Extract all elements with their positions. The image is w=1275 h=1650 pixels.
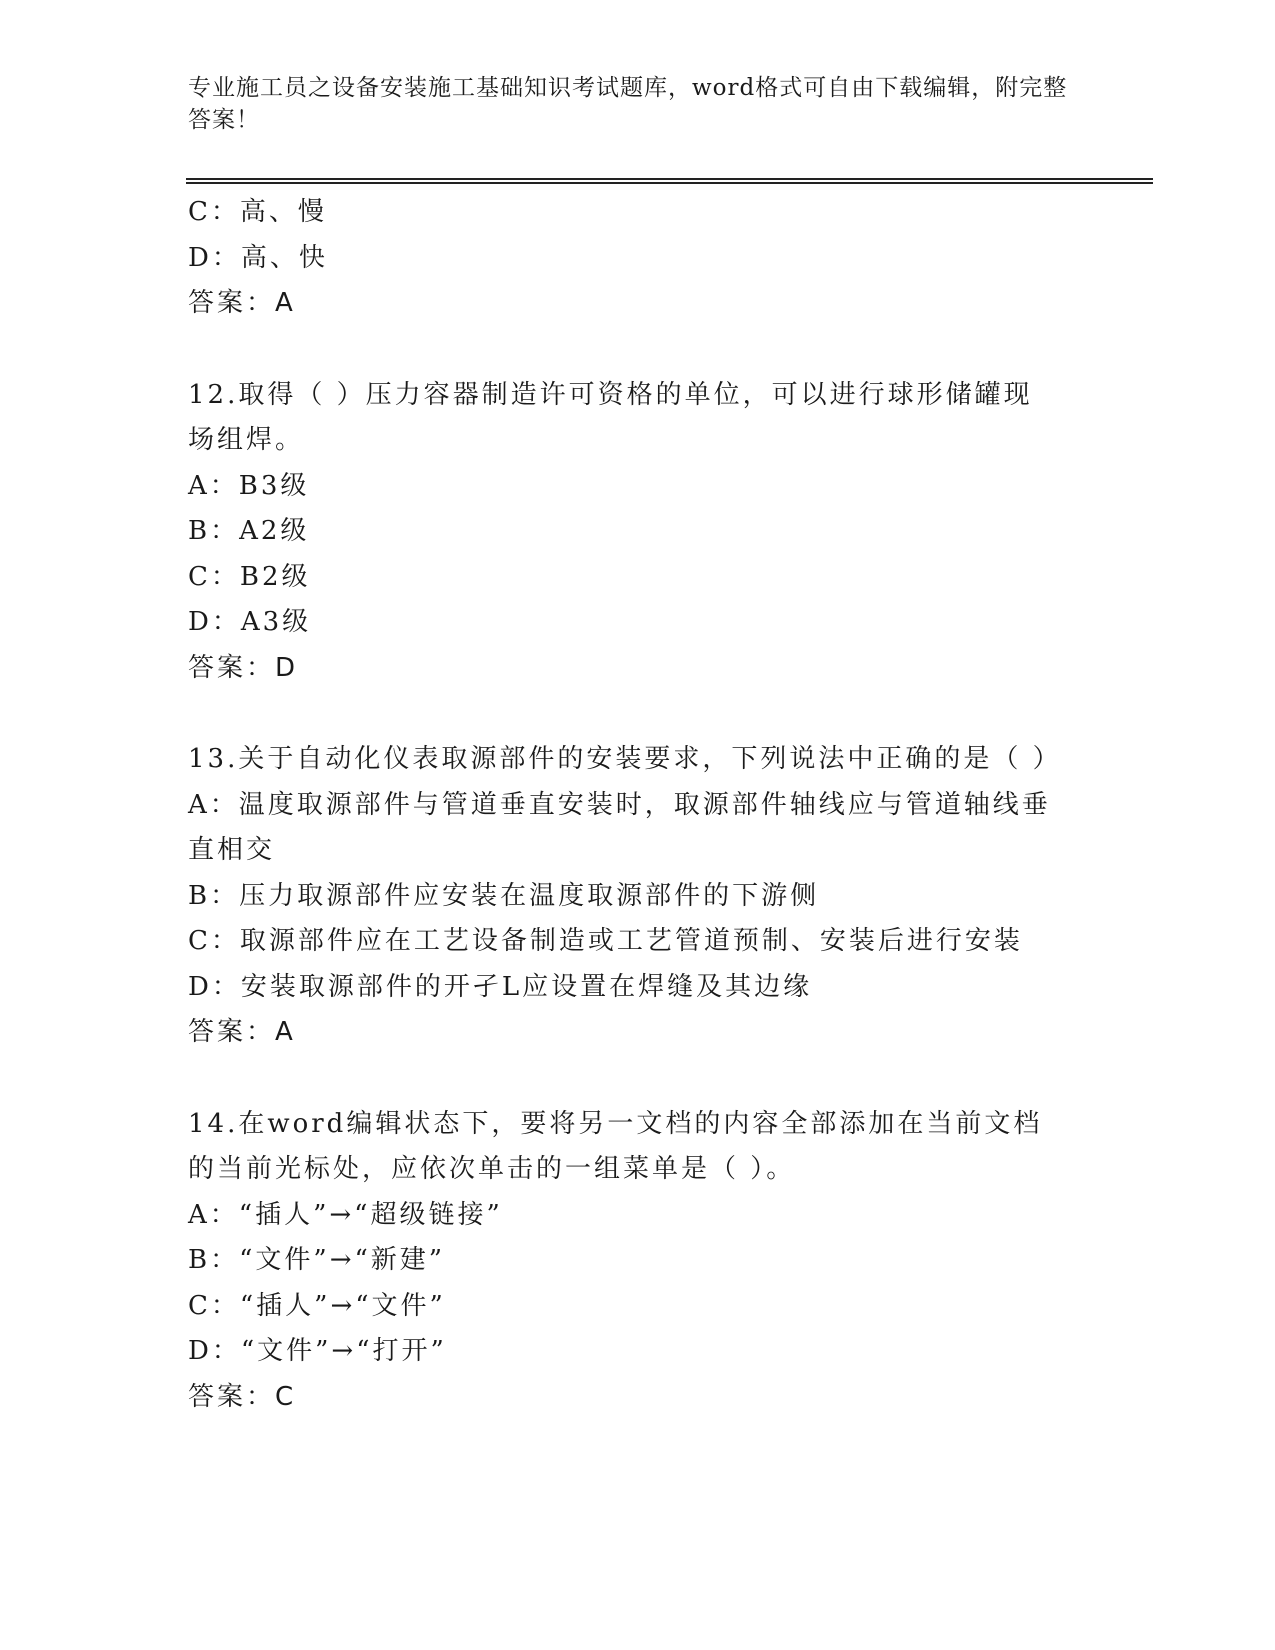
question-14	[188, 1102, 1088, 1421]
option-c: C：高、慢	[188, 197, 327, 227]
option-b: B：“文件”→“新建”	[188, 1245, 446, 1275]
option-d: D：安装取源部件的开孑L应设置在焊缝及其边缘	[188, 971, 813, 1002]
option-b: B：A2级	[188, 516, 310, 546]
question-stem: 14.在word编辑状态下，要将另一文档的内容全部添加在当前文档的当前光标处，应依次单击的一组菜单是（ ）。	[188, 1108, 1043, 1184]
option-d: D：“文件”→“打开”	[188, 1336, 447, 1366]
question-stem: 13.关于自动化仪表取源部件的安装要求，下列说法中正确的是（ ）	[188, 744, 1062, 774]
header-divider-secondary	[186, 182, 1153, 184]
option-b: B：压力取源部件应安装在温度取源部件的下游侧	[188, 880, 820, 911]
answer: 答案：C	[188, 1381, 297, 1412]
answer: 答案：A	[188, 288, 296, 318]
question-12	[188, 373, 1088, 692]
question-stem: 12.取得（ ）压力容器制造许可资格的单位，可以进行球形储罐现场组焊。	[188, 379, 1033, 455]
option-d: D：高、快	[188, 242, 328, 273]
header-divider	[186, 178, 1153, 180]
option-c: C：B2级	[188, 561, 311, 592]
answer: 答案：A	[188, 1017, 296, 1047]
option-a: A：“插人”→“超级链接”	[188, 1199, 503, 1230]
previous-question-tail	[188, 190, 1088, 327]
option-c: C：“插人”→“文件”	[188, 1290, 446, 1321]
option-a: A：B3级	[188, 470, 310, 501]
question-list	[188, 190, 1088, 1420]
answer: 答案：D	[188, 652, 299, 683]
question-13	[188, 737, 1088, 1056]
page-header: 专业施工员之设备安装施工基础知识考试题库，word格式可自由下载编辑，附完整答案！	[188, 75, 1068, 133]
option-a: A：温度取源部件与管道垂直安装时，取源部件轴线应与管道轴线垂直相交	[188, 789, 1051, 865]
option-c: C：取源部件应在工艺设备制造或工艺管道预制、安装后进行安装	[188, 926, 1023, 956]
option-d: D：A3级	[188, 607, 312, 637]
